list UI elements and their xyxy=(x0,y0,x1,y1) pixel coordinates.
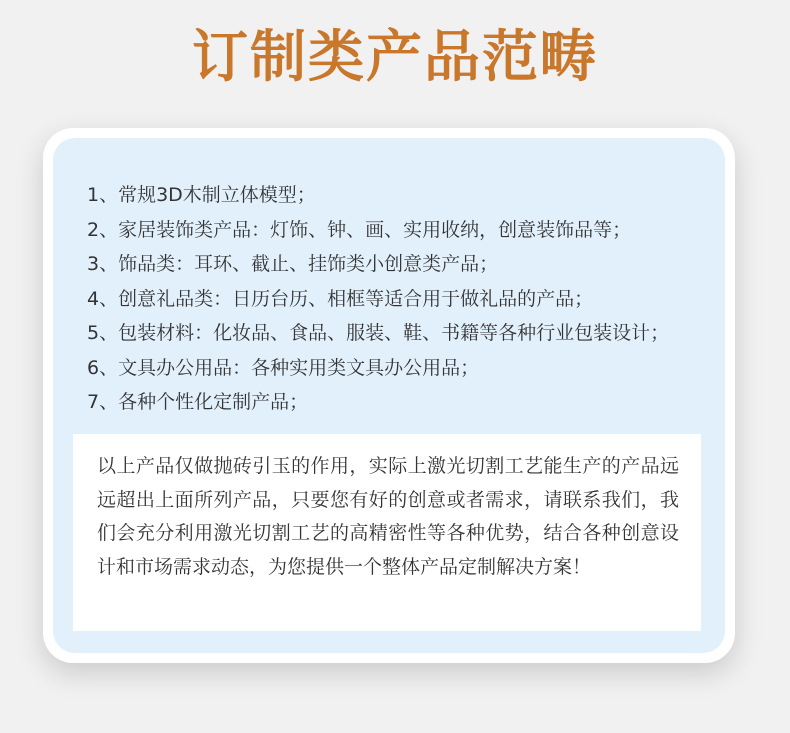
category-item: 1、常规3D木制立体模型； xyxy=(87,184,316,206)
content-panel xyxy=(53,138,725,653)
category-item: 4、创意礼品类：日历台历、相框等适合用于做礼品的产品； xyxy=(87,287,594,310)
page-title: 订制类产品范畴 xyxy=(192,25,598,90)
category-item: 6、文具办公用品：各种实用类文具办公用品； xyxy=(87,356,480,379)
category-list xyxy=(87,178,669,420)
note-text: 以上产品仅做抛砖引玉的作用，实际上激光切割工艺能生产的产品远远超出上面所列产品，只要您有好的创意或者需求，请联系我们，我们会充分利用激光切割工艺的高精密性等各种优势，结合各种创意设计和市场需求动态，为您提供一个整体产品定制解决方案！ xyxy=(97,455,679,578)
category-item: 3、饰品类：耳环、截止、挂饰类小创意类产品； xyxy=(87,253,499,275)
category-item: 5、包装材料：化妆品、食品、服装、鞋、书籍等各种行业包装设计； xyxy=(87,322,670,344)
category-item: 2、家居装饰类产品：灯饰、钟、画、实用收纳，创意装饰品等； xyxy=(87,218,632,241)
category-item: 7、各种个性化定制产品； xyxy=(87,391,309,413)
note-box xyxy=(73,434,701,631)
content-card xyxy=(43,128,735,663)
